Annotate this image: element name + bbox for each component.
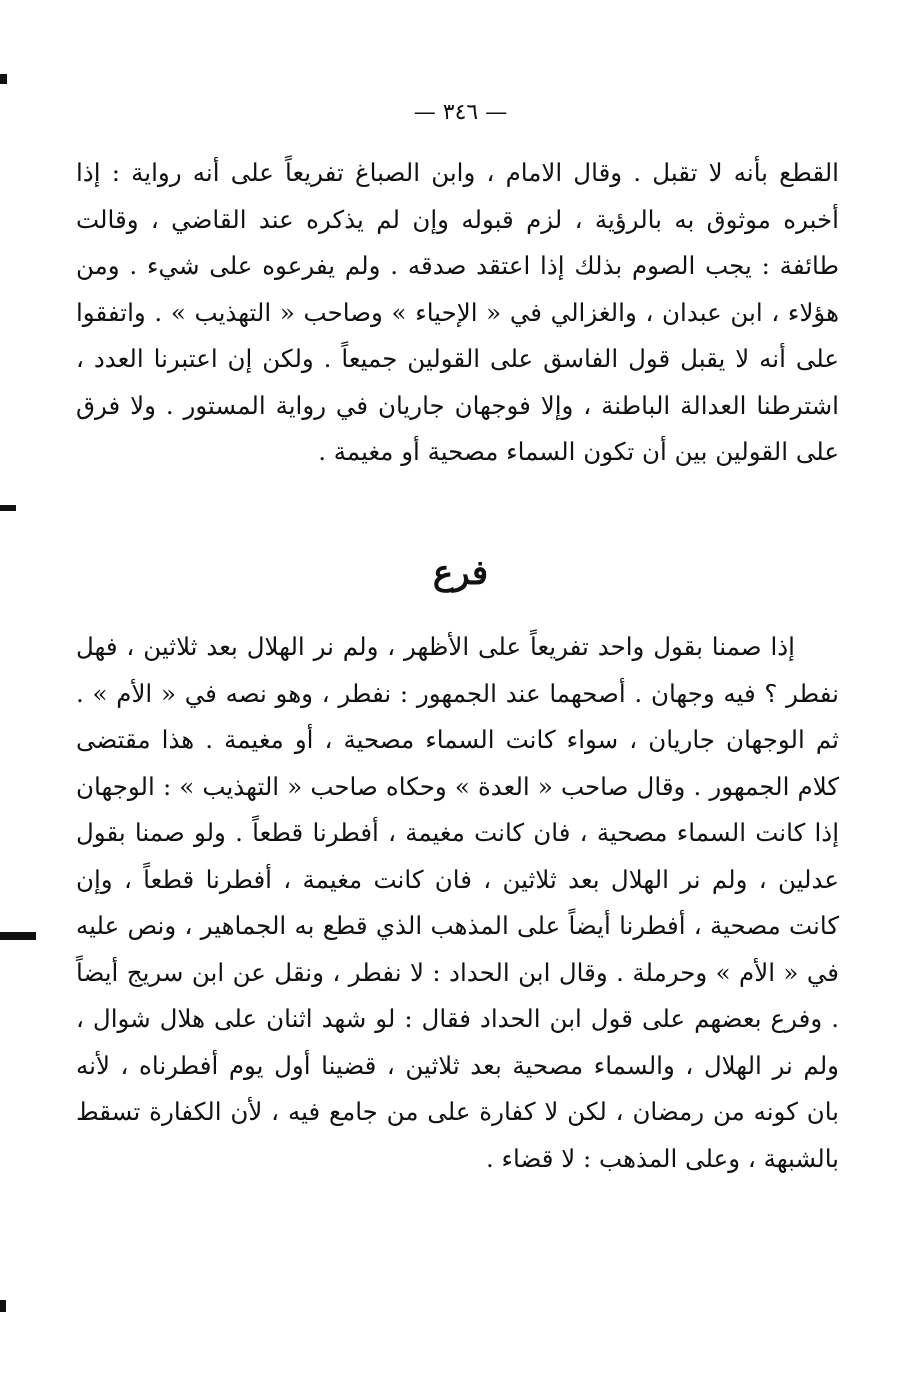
paragraph-continued: القطع بأنه لا تقبل . وقال الامام ، وابن الصباغ تفريعاً على أنه رواية : إذا أخبره موثوق به بالرؤية ، لزم قبوله وإن لم يذكره عند القاضي ، وقالت طائفة : يجب الصوم بذلك إذا اعتقد صدقه . ولم يفرعوه على شيء . ومن هؤلاء ، ابن عبدان ، والغزالي في « الإحياء » وصاحب « التهذيب » . واتفقوا على أنه لا يقبل قول الفاسق على القولين جميعاً . ولكن إن اعتبرنا العدد ، اشترطنا العدالة الباطنة ، وإلا فوجهان جاريان في رواية المستور . ولا فرق على القولين بين أن تكون السماء مصحية أو مغيمة . (76, 158, 839, 466)
scan-edge-mark (0, 932, 36, 940)
paragraph-section-body: إذا صمنا بقول واحد تفريعاً على الأظهر ، ولم نر الهلال بعد ثلاثين ، فهل نفطر ؟ فيه وجهان . أصحهما عند الجمهور : نفطر ، وهو نصه في « الأم » . ثم الوجهان جاريان ، سواء كانت السماء مصحية ، أو مغيمة . هذا مقتضى كلام الجمهور . وقال صاحب « العدة » وحكاه صاحب « التهذيب » : الوجهان إذا كانت السماء مصحية ، فان كانت مغيمة ، أفطرنا قطعاً . ولو صمنا بقول عدلين ، ولم نر الهلال بعد ثلاثين ، فان كانت مغيمة ، أفطرنا قطعاً ، وإن كانت مصحية ، أفطرنا أيضاً على المذهب الذي قطع به الجماهير ، ونص عليه في « الأم » وحرملة . وقال ابن الحداد : لا نفطر ، ونقل عن ابن سريج أيضاً . وفرع بعضهم على قول ابن الحداد فقال : لو شهد اثنان على هلال شوال ، ولم نر الهلال ، والسماء مصحية بعد ثلاثين ، قضينا أول يوم أفطرناه ، لأنه بان كونه من رمضان ، لكن لا كفارة على من جامع فيه ، لأن الكفارة تسقط بالشبهة ، وعلى المذهب : لا قضاء . (76, 632, 839, 1173)
section-heading: فرع (432, 553, 489, 593)
scan-edge-mark (0, 1300, 6, 1312)
page-number: — ٣٤٦ — (413, 100, 508, 125)
scan-edge-mark (0, 505, 16, 511)
scan-edge-mark (0, 74, 7, 84)
